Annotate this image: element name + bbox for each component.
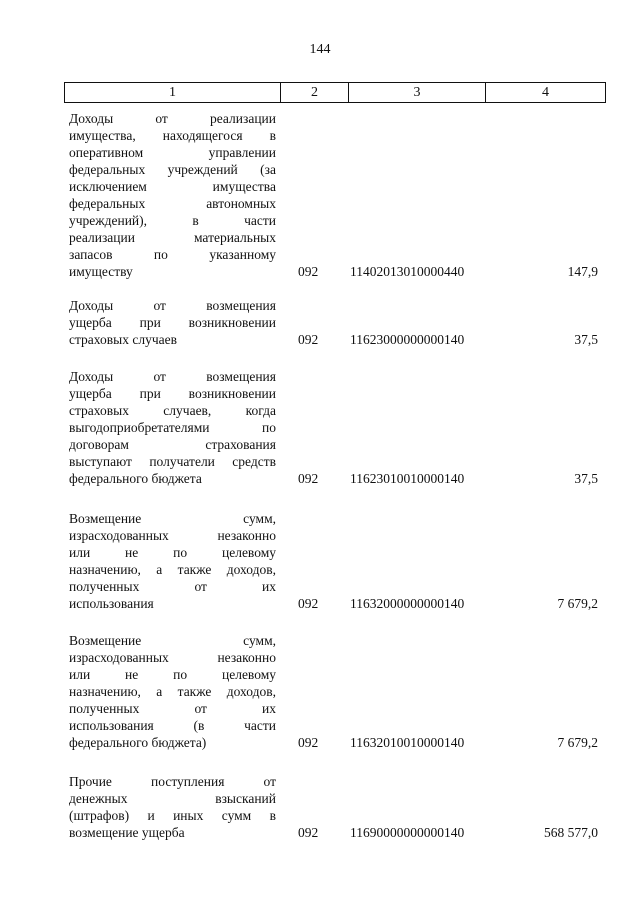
row-budget-code: 11632010010000140 — [350, 735, 465, 750]
description-line: полученных от их — [69, 579, 276, 594]
row-budget-code: 11623000000000140 — [350, 332, 465, 347]
description-line: израсходованных незаконно — [69, 528, 276, 543]
description-line: возмещение ущерба — [69, 825, 185, 840]
description-line: назначению, а также доходов, — [69, 684, 276, 699]
row-amount: 7 679,2 — [557, 735, 598, 750]
description-line: федерального бюджета — [69, 471, 202, 486]
description-line: (штрафов) и иных сумм в — [69, 808, 276, 823]
description-line: федерального бюджета) — [69, 735, 207, 750]
description-line: договорам страхования — [69, 437, 276, 452]
row-amount: 37,5 — [574, 332, 598, 347]
description-line: назначению, а также доходов, — [69, 562, 276, 577]
description-line: выгодоприобретателями по — [69, 420, 276, 435]
description-line: исключением имущества — [69, 179, 276, 194]
row-admin-code: 092 — [298, 471, 319, 486]
header-col-3: 3 — [349, 83, 486, 102]
table-row — [64, 510, 606, 612]
row-admin-code: 092 — [298, 825, 319, 840]
header-col-4: 4 — [542, 85, 549, 100]
description-line: запасов по указанному — [69, 247, 276, 262]
row-budget-code: 11623010010000140 — [350, 471, 465, 486]
description-line: денежных взысканий — [69, 791, 276, 806]
header-col-1: 1 — [65, 83, 281, 102]
row-budget-code: 11402013010000440 — [350, 264, 465, 279]
description-line: или не по целевому — [69, 545, 276, 560]
table-row — [64, 632, 606, 751]
row-description — [69, 368, 276, 487]
row-description — [69, 510, 276, 612]
description-line: учреждений), в части — [69, 213, 276, 228]
description-line: Возмещение сумм, — [69, 511, 276, 526]
description-line: использования — [69, 596, 154, 611]
description-line: использования (в части — [69, 718, 276, 733]
table-header — [64, 82, 606, 103]
row-description — [69, 110, 276, 280]
row-description — [69, 632, 276, 751]
description-line: или не по целевому — [69, 667, 276, 682]
row-description — [69, 297, 276, 348]
description-line: ущерба при возникновении — [69, 315, 276, 330]
description-line: Возмещение сумм, — [69, 633, 276, 648]
description-line: выступают получатели средств — [69, 454, 276, 469]
description-line: имуществу — [69, 264, 133, 279]
description-line: израсходованных незаконно — [69, 650, 276, 665]
description-line: федеральных автономных — [69, 196, 276, 211]
row-amount: 568 577,0 — [544, 825, 598, 840]
row-budget-code: 11690000000000140 — [350, 825, 465, 840]
row-amount: 147,9 — [567, 264, 598, 279]
description-line: Прочие поступления от — [69, 774, 276, 789]
description-line: Доходы от возмещения — [69, 369, 276, 384]
table-row — [64, 110, 606, 280]
description-line: Доходы от возмещения — [69, 298, 276, 313]
row-admin-code: 092 — [298, 735, 319, 750]
table-row — [64, 297, 606, 348]
description-line: федеральных учреждений (за — [69, 162, 276, 177]
table-row — [64, 368, 606, 487]
row-amount: 7 679,2 — [557, 596, 598, 611]
description-line: полученных от их — [69, 701, 276, 716]
row-description — [69, 773, 276, 841]
description-line: оперативном управлении — [69, 145, 276, 160]
table-row — [64, 773, 606, 841]
description-line: Доходы от реализации — [69, 111, 276, 126]
description-line: реализации материальных — [69, 230, 276, 245]
description-line: ущерба при возникновении — [69, 386, 276, 401]
row-amount: 37,5 — [574, 471, 598, 486]
page-number: 144 — [309, 42, 331, 57]
description-line: страховых случаев, когда — [69, 403, 276, 418]
row-admin-code: 092 — [298, 596, 319, 611]
header-col-2: 2 — [281, 83, 349, 102]
row-admin-code: 092 — [298, 332, 319, 347]
description-line: страховых случаев — [69, 332, 177, 347]
row-budget-code: 11632000000000140 — [350, 596, 465, 611]
description-line: имущества, находящегося в — [69, 128, 276, 143]
row-admin-code: 092 — [298, 264, 319, 279]
